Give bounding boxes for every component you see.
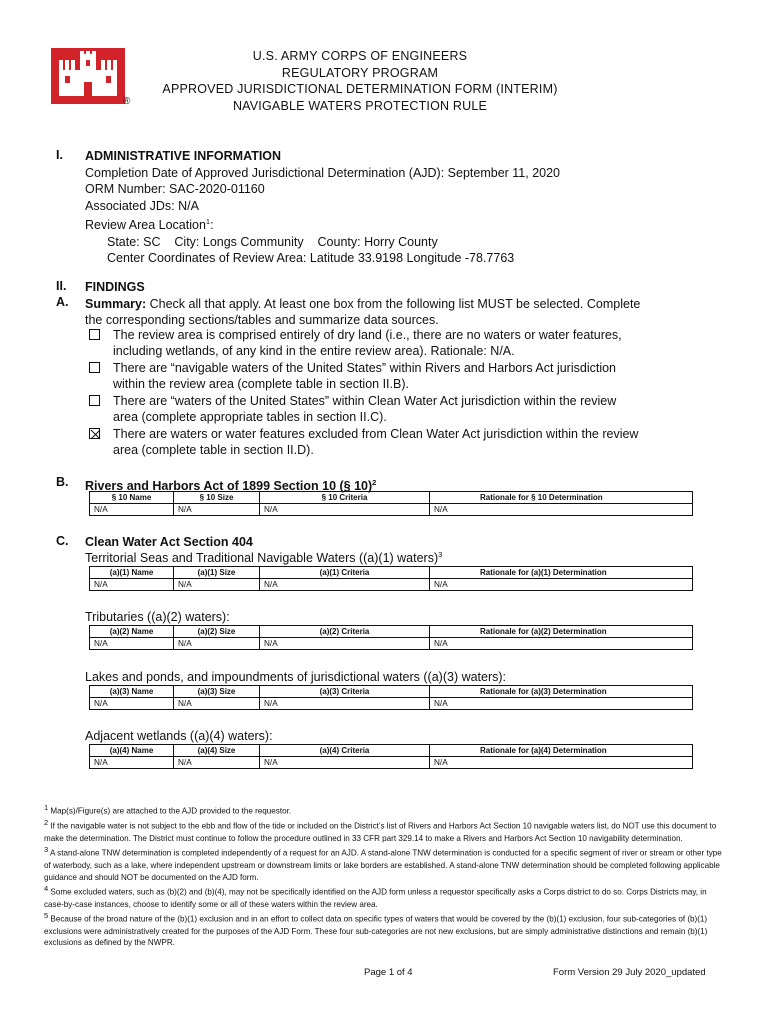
review-area-location: Review Area Location$^1$: xyxy=(85,217,214,233)
table-row: N/A N/A N/A N/A xyxy=(90,757,693,769)
checkbox-dry-land[interactable] xyxy=(89,329,100,340)
table-header-row: (a)(3) Name (a)(3) Size (a)(3) Criteria Rationale for (a)(3) Determination xyxy=(90,686,693,698)
state: State: SC xyxy=(107,234,161,249)
county: County: Horry County xyxy=(317,234,438,249)
page-number: Page 1 of 4 xyxy=(364,967,413,978)
section-1-block xyxy=(85,148,560,267)
castle-logo-icon xyxy=(51,48,125,104)
section-2-block xyxy=(85,279,640,329)
section-10-table xyxy=(89,491,693,516)
a2-table xyxy=(89,625,693,650)
section-2-numeral: II. xyxy=(56,279,67,293)
a4-table xyxy=(89,744,693,769)
header-line-3: APPROVED JURISDICTIONAL DETERMINATION FORM (INTERIM) xyxy=(162,82,558,96)
section-b-letter: B. xyxy=(56,475,69,489)
summary-line: Summary: Check all that apply. At least one box from the following list MUST be selected. Complete xyxy=(85,296,641,311)
checkbox-excluded-waters[interactable] xyxy=(89,428,100,439)
footnotes xyxy=(44,802,724,949)
registered-mark: ® xyxy=(123,96,131,107)
a1-table xyxy=(89,566,693,591)
a2-title: Tributaries ((a)(2) waters): xyxy=(85,610,230,624)
table-row: N/A N/A N/A N/A xyxy=(90,504,693,516)
summary-line-2: the corresponding sections/tables and summarize data sources. xyxy=(85,313,439,327)
header-line-1: U.S. ARMY CORPS OF ENGINEERS xyxy=(252,49,468,63)
footnote-2: $^2$ If the navigable water is not subject to the ebb and flow of the tide or included on the District’s list of Rivers and Harbors Act Section 10 navigable waters list, do NOT use this document to make the determination. The District must continue to follow the procedure outlined in 33 CFR part 329.14 to make a Rivers and Harbors Act Section 10 navigability determination. xyxy=(44,818,717,843)
footnote-1: $^1$ Map(s)/Figure(s) are attached to the AJD provided to the requestor. xyxy=(44,803,292,816)
table-row: N/A N/A N/A N/A xyxy=(90,698,693,710)
table-row: N/A N/A N/A N/A xyxy=(90,638,693,650)
section-1-numeral: I. xyxy=(56,148,63,162)
a3-title: Lakes and ponds, and impoundments of jurisdictional waters ((a)(3) waters): xyxy=(85,670,507,684)
location-line xyxy=(85,234,560,251)
section-2-title: FINDINGS xyxy=(85,280,145,294)
table-header-row: § 10 Name § 10 Size § 10 Criteria Rationale for § 10 Determination xyxy=(90,492,693,504)
checkmark-x-icon xyxy=(90,429,101,440)
center-coordinates: Center Coordinates of Review Area: Latitude 33.9198 Longitude -78.7763 xyxy=(107,251,515,266)
orm-number: ORM Number: SAC-2020-01160 xyxy=(85,182,265,196)
completion-date: Completion Date of Approved Jurisdictional Determination (AJD): September 11, 2020 xyxy=(85,165,561,180)
city: City: Longs Community xyxy=(174,234,304,249)
a3-table xyxy=(89,685,693,710)
a4-title: Adjacent wetlands ((a)(4) waters): xyxy=(85,729,273,743)
table-header-row: (a)(2) Name (a)(2) Size (a)(2) Criteria Rationale for (a)(2) Determination xyxy=(90,626,693,638)
section-c-letter: C. xyxy=(56,534,69,548)
table-row: N/A N/A N/A N/A xyxy=(90,579,693,591)
section-b-title: Rivers and Harbors Act of 1899 Section 10 (§ 10)$^2$ xyxy=(85,478,377,494)
table-header-row: (a)(4) Name (a)(4) Size (a)(4) Criteria Rationale for (a)(4) Determination xyxy=(90,745,693,757)
a1-title: Territorial Seas and Traditional Navigable Waters ((a)(1) waters)$^3$ xyxy=(85,550,443,566)
checkbox-navigable-waters[interactable] xyxy=(89,362,100,373)
table-header-row: (a)(1) Name (a)(1) Size (a)(1) Criteria Rationale for (a)(1) Determination xyxy=(90,567,693,579)
footnote-5: $^5$ Because of the broad nature of the (b)(1) exclusion and in an effort to collect data on specific types of waters that would be covered by the (b)(1) exclusion, four sub-categories of (b)(1) exclusions were administratively created for the purposes of the AJD Form. These four sub-categories are not new exclusions, but are simply administrative distinctions and remain (b)(1) exclusions as defined by the NWPR. xyxy=(44,911,708,948)
form-header xyxy=(150,48,570,114)
footnote-3: $^3$ A stand-alone TNW determination is completed independently of a request for an AJD. A stand-alone TNW determination is conducted for a specific segment of river or stream or other type of waterbody, such as a lake, where independent upstream or downstream limits or lake borders are established. A stand-alone TNW determination should be completed following applicable guidance and should NOT be documented on the AJD form. xyxy=(44,845,722,882)
footnote-4: $^4$ Some excluded waters, such as (b)(2) and (b)(4), may not be specifically identified on the AJD form unless a requestor specifically asks a Corps district to do so. Corps Districts may, in case-by-case instances, choose to identify some or all of these waters within the review area. xyxy=(44,884,707,909)
section-1-title: ADMINISTRATIVE INFORMATION xyxy=(85,149,282,163)
header-line-4: NAVIGABLE WATERS PROTECTION RULE xyxy=(232,98,488,113)
checkbox-waters-us[interactable] xyxy=(89,395,100,406)
associated-jds: Associated JDs: N/A xyxy=(85,198,199,213)
header-line-2: REGULATORY PROGRAM xyxy=(281,65,439,80)
form-version: Form Version 29 July 2020_updated xyxy=(553,967,706,978)
section-a-letter: A. xyxy=(56,295,69,309)
section-c-title: Clean Water Act Section 404 xyxy=(85,535,253,549)
